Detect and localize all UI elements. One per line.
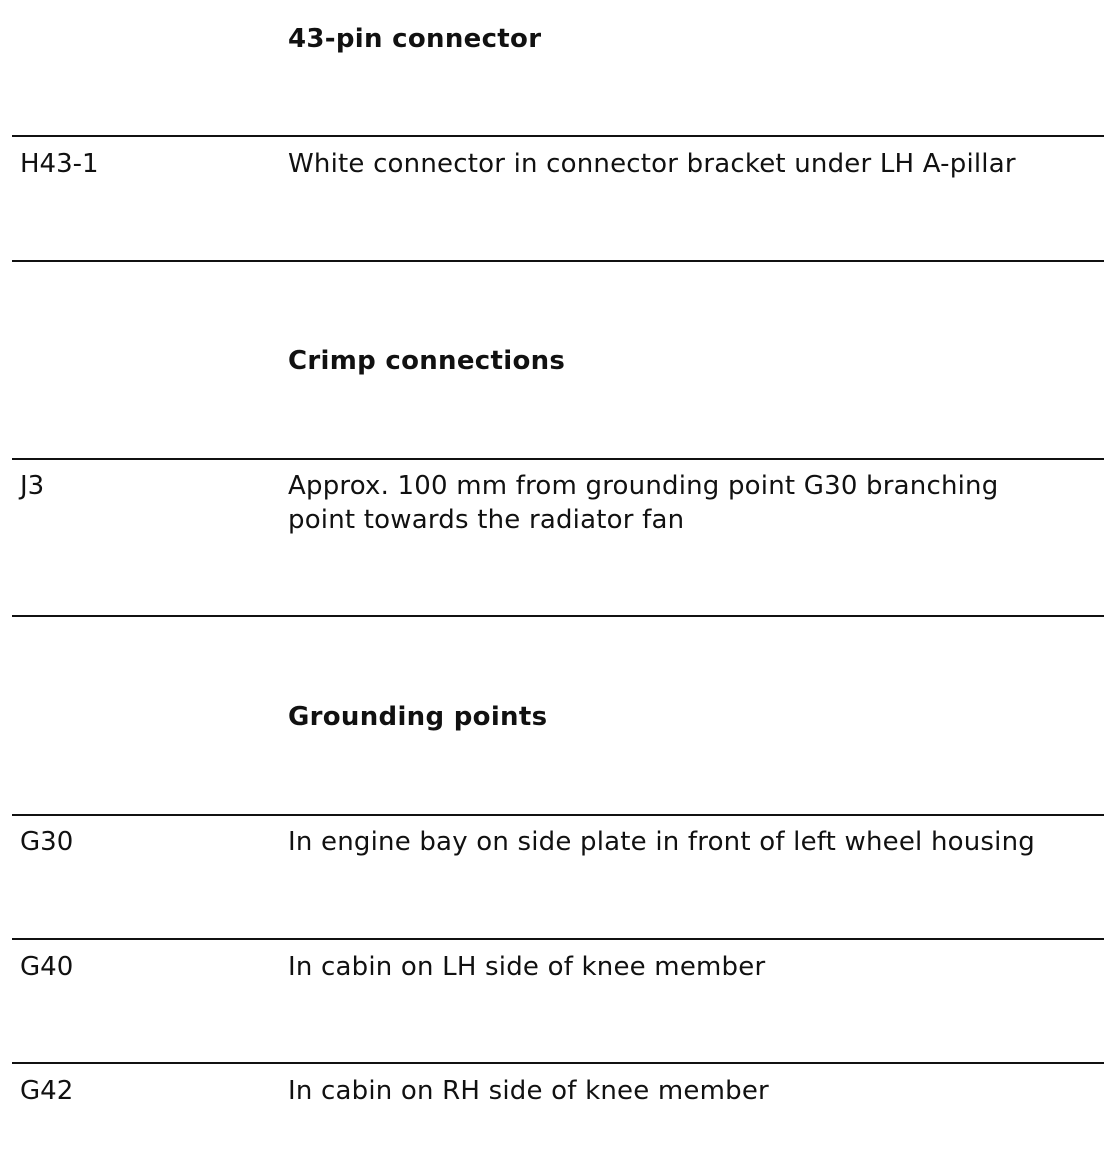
table-rule [12, 1062, 1104, 1064]
table-rule [12, 260, 1104, 262]
table-rule [12, 938, 1104, 940]
row-code-g30: G30 [20, 827, 74, 857]
row-description-g42: In cabin on RH side of knee member [288, 1076, 769, 1106]
row-code-h43-1: H43-1 [20, 149, 99, 179]
row-description-g40: In cabin on LH side of knee member [288, 952, 766, 982]
table-rule [12, 135, 1104, 137]
row-description-g30: In engine bay on side plate in front of left wheel housing [288, 827, 1035, 857]
row-code-j3: J3 [20, 471, 45, 501]
row-code-g42: G42 [20, 1076, 74, 1106]
row-code-g40: G40 [20, 952, 74, 982]
table-rule [12, 615, 1104, 617]
table-rule [12, 458, 1104, 460]
section-heading-crimp-connections: Crimp connections [288, 346, 566, 376]
row-description-j3: Approx. 100 mm from grounding point G30 branching point towards the radiator fan [288, 471, 999, 535]
row-description-h43-1: White connector in connector bracket under LH A-pillar [288, 149, 1016, 179]
table-rule [12, 814, 1104, 816]
section-heading-43-pin-connector: 43-pin connector [288, 24, 542, 54]
section-heading-grounding-points: Grounding points [288, 702, 548, 732]
